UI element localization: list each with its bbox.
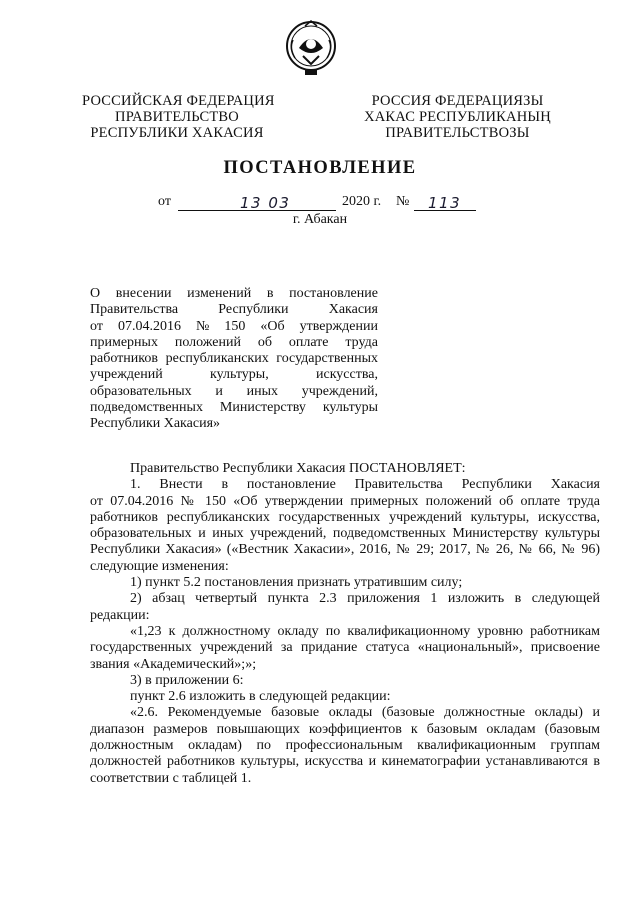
date-number-line bbox=[0, 194, 640, 212]
paragraph-line: следующие изменения: bbox=[90, 558, 229, 574]
paragraph-line: Республики Хакасия» («Вестник Хакасии», 2016, № 29; 2017, № 26, № 66, № 96) bbox=[90, 542, 600, 558]
subject-line: О внесении изменений в постановление bbox=[90, 286, 378, 301]
subject-block bbox=[90, 286, 378, 433]
subject-line: примерных положений об оплате труда bbox=[90, 334, 378, 350]
subject-line: Республики Хакасия» bbox=[90, 416, 221, 432]
number-label: № bbox=[396, 194, 410, 209]
paragraph-line: работников республиканских государственных учреждений культуры, искусства, bbox=[90, 509, 600, 525]
paragraph-line: редакции: bbox=[90, 607, 150, 623]
quote-line: «2.6. Рекомендуемые базовые оклады (базовые должностные оклады) и bbox=[130, 705, 600, 721]
document-type: ПОСТАНОВЛЕНИЕ bbox=[223, 158, 417, 178]
header-right bbox=[355, 93, 560, 141]
date-handwritten: 13 03 bbox=[240, 194, 291, 212]
paragraph-line: образовательных и иных учреждений, подведомственных Министерству культуры bbox=[90, 526, 600, 542]
quote-line: диапазон размеров повышающих коэффициентов к базовым окладам (базовым bbox=[90, 721, 600, 737]
list-item: 3) в приложении 6: bbox=[130, 672, 244, 688]
header-left-line: РЕСПУБЛИКИ ХАКАСИЯ bbox=[90, 125, 264, 141]
date-from-label: от bbox=[158, 194, 171, 209]
sub-item: пункт 2.6 изложить в следующей редакции: bbox=[130, 689, 391, 705]
header-left bbox=[82, 93, 275, 141]
republic-of-khakassia-emblem-icon bbox=[285, 18, 337, 78]
year-label: 2020 г. bbox=[342, 194, 382, 209]
subject-line: подведомственных Министерству культуры bbox=[90, 400, 378, 416]
subject-line: работников республиканских государственных bbox=[90, 351, 378, 367]
paragraph-line: от 07.04.2016 № 150 «Об утверждении примерных положений об оплате труда bbox=[90, 493, 600, 509]
subject-line: от 07.04.2016 № 150 «Об утверждении bbox=[90, 318, 378, 334]
resolution-statement: Правительство Республики Хакасия ПОСТАНОВЛЯЕТ: bbox=[130, 461, 466, 476]
header-left-line: РОССИЙСКАЯ ФЕДЕРАЦИЯ bbox=[82, 93, 275, 109]
city: г. Абакан bbox=[292, 212, 348, 227]
header-left-line: ПРАВИТЕЛЬСТВО bbox=[115, 109, 239, 125]
header-right-line: РОССИЯ ФЕДЕРАЦИЯЗЫ bbox=[371, 93, 544, 109]
document-body bbox=[90, 461, 600, 787]
header-right-line: ПРАВИТЕЛЬСТВОЗЫ bbox=[385, 125, 530, 141]
quote-line: «1,23 к должностному окладу по квалификационному уровню работникам bbox=[130, 623, 600, 639]
quote-line: должностей работников культуры, искусства и кинематографии устанавливаются в bbox=[90, 754, 600, 770]
number-handwritten: 113 bbox=[428, 194, 462, 212]
quote-line: звания «Академический»;»; bbox=[90, 656, 257, 672]
subject-line: Правительства Республики Хакасия bbox=[90, 302, 378, 318]
paragraph-line: 1. Внести в постановление Правительства Республики Хакасия bbox=[130, 477, 600, 493]
list-item: 1) пункт 5.2 постановления признать утратившим силу; bbox=[130, 575, 463, 591]
quote-line: соответствии с таблицей 1. bbox=[90, 770, 252, 786]
quote-line: должностным окладам) по профессиональным квалификационным группам bbox=[90, 738, 600, 754]
subject-line: учреждений культуры, искусства, bbox=[90, 367, 378, 383]
quote-line: государственных учреждений за придание статуса «национальный», присвоение bbox=[90, 640, 600, 656]
list-item: 2) абзац четвертый пункта 2.3 приложения 1 изложить в следующей bbox=[130, 591, 600, 607]
header-right-line: ХАКАС РЕСПУБЛИКАНЫҢ bbox=[364, 109, 551, 125]
subject-line: образовательных и иных учреждений, bbox=[90, 383, 378, 399]
